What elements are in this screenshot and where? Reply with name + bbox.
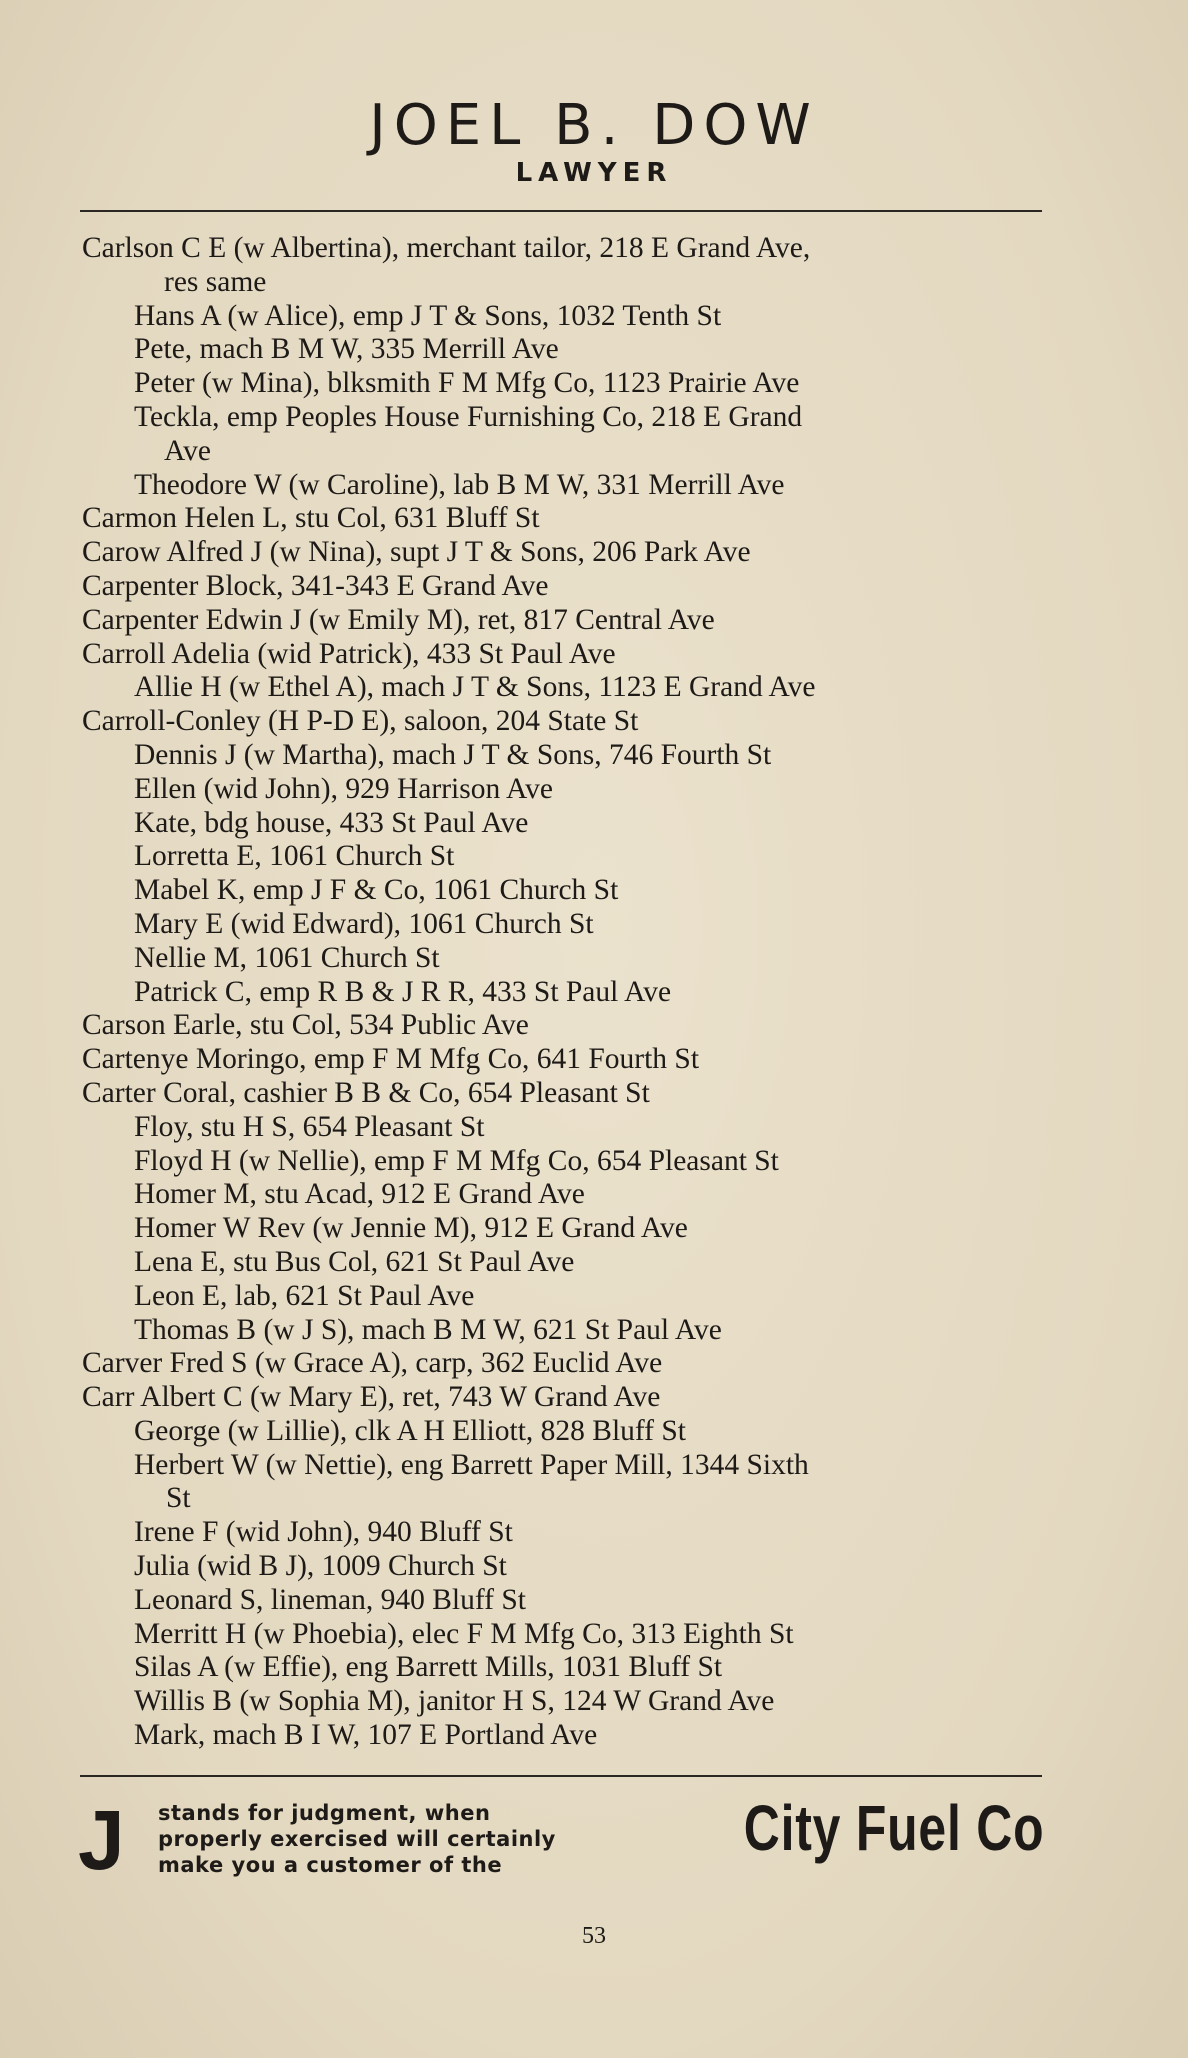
ad-line: stands for judgment, when	[158, 1801, 491, 1825]
ad-line: make you a customer of the	[158, 1853, 503, 1877]
ad-brand-name: City Fuel Co	[743, 1792, 1044, 1864]
directory-entry: Mabel K, emp J F & Co, 1061 Church St	[134, 874, 619, 907]
directory-entry: Theodore W (w Caroline), lab B M W, 331 Merrill Ave	[134, 468, 785, 501]
directory-entries	[82, 232, 1042, 1753]
header-title: LAWYER	[515, 158, 673, 188]
directory-entry: Carlson C E (w Albertina), merchant tailor, 218 E Grand Ave,	[82, 232, 811, 264]
directory-entry: George (w Lillie), clk A H Elliott, 828 Bluff St	[134, 1414, 686, 1447]
directory-entry: Carmon Helen L, stu Col, 631 Bluff St	[82, 502, 540, 535]
directory-entry: res same	[164, 265, 267, 298]
directory-entry: Ellen (wid John), 929 Harrison Ave	[134, 772, 553, 805]
directory-entry: Floyd H (w Nellie), emp F M Mfg Co, 654 Pleasant St	[134, 1144, 779, 1177]
directory-entry: Ave	[164, 434, 211, 467]
bottom-divider	[80, 1775, 1042, 1777]
directory-entry: Lorretta E, 1061 Church St	[134, 840, 455, 873]
ad-initial-letter: J	[78, 1793, 125, 1887]
directory-entry: Carver Fred S (w Grace A), carp, 362 Euclid Ave	[82, 1347, 663, 1380]
directory-entry: Merritt H (w Phoebia), elec F M Mfg Co, 313 Eighth St	[134, 1617, 794, 1650]
directory-entry: Peter (w Mina), blksmith F M Mfg Co, 1123 Prairie Ave	[134, 367, 800, 400]
directory-entry: St	[166, 1482, 191, 1515]
directory-entry: Irene F (wid John), 940 Bluff St	[134, 1516, 513, 1549]
directory-entry: Carroll Adelia (wid Patrick), 433 St Paul Ave	[82, 637, 616, 670]
directory-entry: Carpenter Block, 341-343 E Grand Ave	[82, 569, 549, 602]
directory-entry: Homer W Rev (w Jennie M), 912 E Grand Ave	[134, 1212, 688, 1245]
ad-text	[158, 1800, 556, 1878]
directory-entry: Willis B (w Sophia M), janitor H S, 124 W Grand Ave	[134, 1685, 775, 1718]
page-number: 53	[582, 1923, 606, 1949]
directory-entry: Julia (wid B J), 1009 Church St	[134, 1550, 507, 1583]
directory-entry: Dennis J (w Martha), mach J T & Sons, 746 Fourth St	[134, 738, 772, 771]
directory-entry: Carson Earle, stu Col, 534 Public Ave	[82, 1009, 529, 1042]
directory-entry: Carroll-Conley (H P-D E), saloon, 204 State St	[82, 705, 639, 738]
top-divider	[80, 210, 1042, 212]
directory-entry: Carter Coral, cashier B B & Co, 654 Pleasant St	[82, 1076, 650, 1109]
directory-entry: Nellie M, 1061 Church St	[134, 941, 440, 974]
directory-entry: Teckla, emp Peoples House Furnishing Co, 218 E Grand	[134, 400, 803, 433]
directory-entry: Mark, mach B I W, 107 E Portland Ave	[134, 1719, 598, 1752]
directory-entry: Kate, bdg house, 433 St Paul Ave	[134, 806, 529, 839]
directory-entry: Leon E, lab, 621 St Paul Ave	[134, 1279, 475, 1312]
directory-entry: Homer M, stu Acad, 912 E Grand Ave	[134, 1178, 585, 1211]
directory-entry: Floy, stu H S, 654 Pleasant St	[134, 1110, 485, 1143]
directory-entry: Pete, mach B M W, 335 Merrill Ave	[134, 333, 559, 366]
directory-entry: Carow Alfred J (w Nina), supt J T & Sons, 206 Park Ave	[82, 536, 751, 569]
advertisement	[78, 1792, 1044, 1896]
header-name: JOEL B. DOW	[369, 93, 819, 158]
ad-line: properly exercised will certainly	[158, 1827, 556, 1851]
directory-entry: Leonard S, lineman, 940 Bluff St	[134, 1583, 526, 1616]
directory-entry: Carr Albert C (w Mary E), ret, 743 W Grand Ave	[82, 1381, 661, 1414]
directory-entry: Allie H (w Ethel A), mach J T & Sons, 1123 E Grand Ave	[134, 671, 816, 704]
directory-entry: Herbert W (w Nettie), eng Barrett Paper Mill, 1344 Sixth	[134, 1448, 809, 1481]
directory-entry: Patrick C, emp R B & J R R, 433 St Paul Ave	[134, 975, 672, 1008]
directory-entry: Silas A (w Effie), eng Barrett Mills, 1031 Bluff St	[134, 1651, 723, 1684]
directory-entry: Thomas B (w J S), mach B M W, 621 St Paul Ave	[134, 1313, 722, 1346]
directory-entry: Cartenye Moringo, emp F M Mfg Co, 641 Fourth St	[82, 1043, 700, 1076]
directory-entry: Carpenter Edwin J (w Emily M), ret, 817 Central Ave	[82, 603, 715, 636]
directory-entry: Lena E, stu Bus Col, 621 St Paul Ave	[134, 1245, 575, 1278]
directory-entry: Mary E (wid Edward), 1061 Church St	[134, 907, 594, 940]
directory-entry: Hans A (w Alice), emp J T & Sons, 1032 Tenth St	[134, 299, 722, 332]
